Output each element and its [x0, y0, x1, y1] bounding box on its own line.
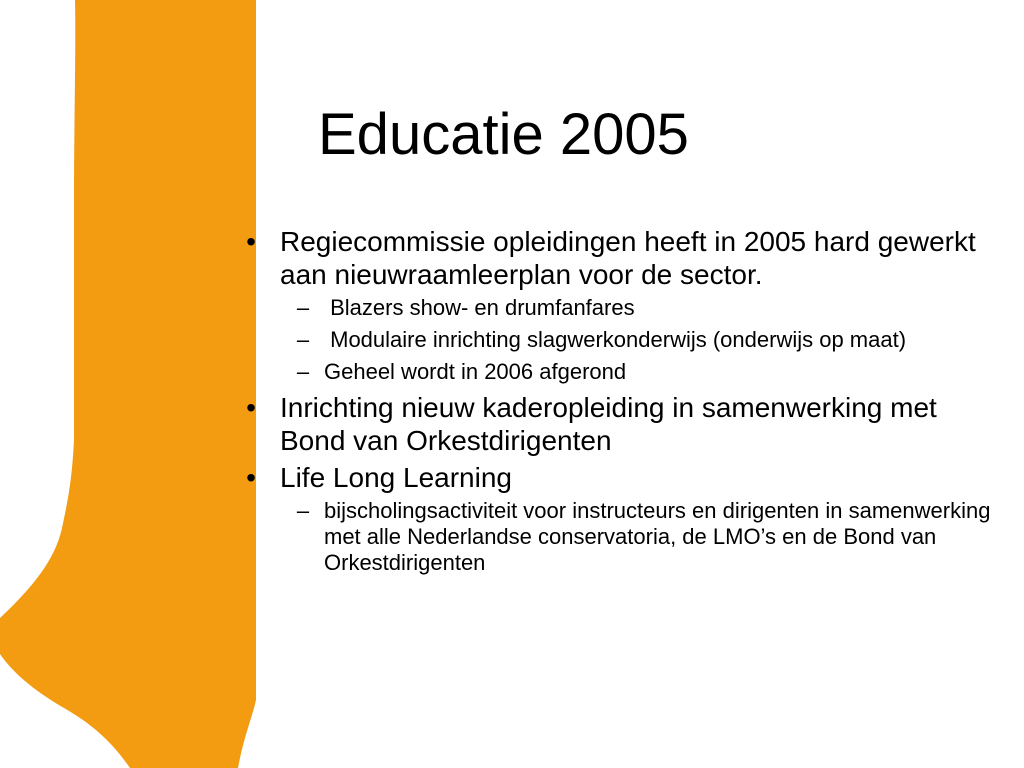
orange-band-decoration [0, 0, 260, 768]
sub-bullet-text: bijscholingsactiviteit voor instructeurs en dirigenten in samenwerking met alle Nederlandse conservatoria, de LMO’s en de Bond van Orkestdirigenten [324, 498, 991, 575]
sub-bullet-group [236, 295, 1006, 385]
sub-bullet-item [236, 295, 1006, 321]
bullet-marker: • [246, 392, 256, 423]
bullet-text: Inrichting nieuw kaderopleiding in samenwerking met Bond van Orkestdirigenten [280, 392, 937, 456]
bullet-list [236, 225, 1006, 582]
sub-bullet-text: Geheel wordt in 2006 afgerond [324, 359, 627, 384]
bullet-text: Life Long Learning [280, 462, 512, 493]
dash-marker: – [296, 498, 310, 523]
dash-marker: – [296, 295, 310, 320]
bullet-item [236, 391, 1006, 457]
sub-bullet-text: Blazers show- en drumfanfares [324, 295, 635, 320]
bullet-item [236, 225, 1006, 291]
orange-band-shape [0, 0, 256, 768]
dash-marker: – [296, 359, 310, 384]
dash-marker: – [296, 327, 310, 352]
sub-bullet-text: Modulaire inrichting slagwerkonderwijs (onderwijs op maat) [324, 327, 907, 352]
sub-bullet-item [236, 359, 1006, 385]
bullet-item [236, 461, 1006, 494]
bullet-marker: • [246, 462, 256, 493]
sub-bullet-item [236, 498, 1006, 576]
slide-title: Educatie 2005 [318, 102, 689, 167]
sub-bullet-group [236, 498, 1006, 576]
bullet-text: Regiecommissie opleidingen heeft in 2005 hard gewerkt aan nieuwraamleerplan voor de sector. [280, 226, 976, 290]
bullet-marker: • [246, 226, 256, 257]
sub-bullet-item [236, 327, 1006, 353]
